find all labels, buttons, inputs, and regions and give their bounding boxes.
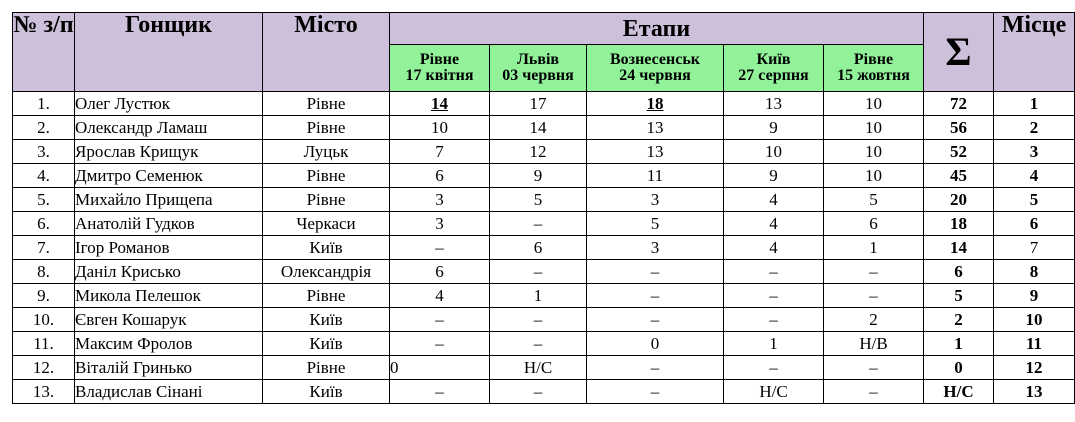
cell-stage-1: 10 <box>390 116 490 140</box>
table-row <box>13 332 1075 356</box>
cell-sum: 1 <box>924 332 994 356</box>
cell-stage-4: – <box>724 284 824 308</box>
cell-number: 4. <box>13 164 75 188</box>
cell-rider: Анатолій Гудков <box>75 212 263 236</box>
cell-sum: 2 <box>924 308 994 332</box>
cell-sum: 20 <box>924 188 994 212</box>
cell-stage-4: 4 <box>724 236 824 260</box>
stage-city: Рівне <box>853 51 894 68</box>
cell-sum: 6 <box>924 260 994 284</box>
cell-stage-5: 10 <box>824 140 924 164</box>
cell-stage-1: 7 <box>390 140 490 164</box>
cell-number: 3. <box>13 140 75 164</box>
cell-stage-4: 4 <box>724 188 824 212</box>
cell-sum: 52 <box>924 140 994 164</box>
cell-rider: Євген Кошарук <box>75 308 263 332</box>
cell-city: Київ <box>263 332 390 356</box>
cell-place: 13 <box>994 380 1075 404</box>
cell-stage-1: 6 <box>390 164 490 188</box>
stage-header-2 <box>490 45 587 92</box>
cell-stage-4: – <box>724 308 824 332</box>
cell-stage-5: 10 <box>824 164 924 188</box>
stage-city: Рівне <box>419 51 460 68</box>
cell-stage-2: 17 <box>490 92 587 116</box>
cell-stage-5: – <box>824 380 924 404</box>
cell-stage-5: 10 <box>824 116 924 140</box>
cell-stage-3: – <box>587 308 724 332</box>
cell-stage-3: – <box>587 356 724 380</box>
cell-stage-3: 3 <box>587 188 724 212</box>
cell-rider: Владислав Сінані <box>75 380 263 404</box>
cell-city: Олександрія <box>263 260 390 284</box>
stage-date: 03 червня <box>502 67 574 84</box>
cell-number: 10. <box>13 308 75 332</box>
cell-sum: 45 <box>924 164 994 188</box>
stage-header-4 <box>724 45 824 92</box>
cell-sum: 14 <box>924 236 994 260</box>
table-row <box>13 236 1075 260</box>
table-row <box>13 164 1075 188</box>
cell-rider: Ігор Романов <box>75 236 263 260</box>
cell-stage-5: – <box>824 284 924 308</box>
results-table <box>12 12 1075 404</box>
cell-stage-2: 6 <box>490 236 587 260</box>
cell-stage-4: – <box>724 260 824 284</box>
cell-sum: 5 <box>924 284 994 308</box>
stage-header-1 <box>390 45 490 92</box>
col-header-rider: Гонщик <box>75 13 263 92</box>
cell-stage-2: 1 <box>490 284 587 308</box>
col-header-city: Місто <box>263 13 390 92</box>
cell-stage-1: – <box>390 308 490 332</box>
cell-place: 7 <box>994 236 1075 260</box>
col-header-number <box>13 13 75 92</box>
cell-place: 3 <box>994 140 1075 164</box>
cell-stage-5: Н/В <box>824 332 924 356</box>
cell-number: 11. <box>13 332 75 356</box>
cell-stage-4: – <box>724 356 824 380</box>
cell-stage-3: 13 <box>587 140 724 164</box>
cell-stage-2: 9 <box>490 164 587 188</box>
cell-city: Луцьк <box>263 140 390 164</box>
stage-date: 24 червня <box>619 67 691 84</box>
stage-date: 15 жовтня <box>837 67 910 84</box>
col-header-stages: Етапи <box>390 13 924 45</box>
cell-stage-3: 13 <box>587 116 724 140</box>
cell-place: 9 <box>994 284 1075 308</box>
cell-rider: Михайло Прищепа <box>75 188 263 212</box>
cell-stage-1: 0 <box>390 356 490 380</box>
cell-city: Київ <box>263 380 390 404</box>
cell-number: 2. <box>13 116 75 140</box>
cell-city: Рівне <box>263 164 390 188</box>
cell-number: 13. <box>13 380 75 404</box>
cell-rider: Ярослав Крищук <box>75 140 263 164</box>
cell-sum: 18 <box>924 212 994 236</box>
table-row <box>13 260 1075 284</box>
cell-sum: 72 <box>924 92 994 116</box>
table-row <box>13 356 1075 380</box>
table-row <box>13 116 1075 140</box>
cell-place: 10 <box>994 308 1075 332</box>
cell-stage-3: 5 <box>587 212 724 236</box>
cell-number: 7. <box>13 236 75 260</box>
cell-city: Рівне <box>263 188 390 212</box>
cell-stage-1: – <box>390 332 490 356</box>
cell-rider: Даніл Крисько <box>75 260 263 284</box>
results-body <box>13 92 1075 404</box>
cell-city: Рівне <box>263 116 390 140</box>
stage-city: Київ <box>756 51 791 68</box>
cell-stage-1: 4 <box>390 284 490 308</box>
cell-stage-4: 9 <box>724 164 824 188</box>
cell-stage-5: 2 <box>824 308 924 332</box>
cell-rider: Микола Пелешок <box>75 284 263 308</box>
stage-city: Вознесенськ <box>609 51 700 68</box>
cell-sum: 56 <box>924 116 994 140</box>
cell-place: 6 <box>994 212 1075 236</box>
table-row <box>13 92 1075 116</box>
cell-rider: Максим Фролов <box>75 332 263 356</box>
cell-place: 11 <box>994 332 1075 356</box>
cell-place: 5 <box>994 188 1075 212</box>
cell-stage-2: – <box>490 332 587 356</box>
cell-stage-1: 3 <box>390 212 490 236</box>
cell-sum: Н/С <box>924 380 994 404</box>
cell-stage-2: 14 <box>490 116 587 140</box>
header-row <box>13 13 1075 45</box>
cell-stage-4: 4 <box>724 212 824 236</box>
table-row <box>13 140 1075 164</box>
col-header-sum: Σ <box>924 13 994 92</box>
cell-rider: Віталій Гринько <box>75 356 263 380</box>
cell-stage-3: – <box>587 260 724 284</box>
cell-number: 5. <box>13 188 75 212</box>
cell-stage-2: 5 <box>490 188 587 212</box>
cell-stage-1: 3 <box>390 188 490 212</box>
cell-stage-5: – <box>824 260 924 284</box>
cell-stage-5: 5 <box>824 188 924 212</box>
cell-stage-2: – <box>490 212 587 236</box>
cell-rider: Олександр Ламаш <box>75 116 263 140</box>
cell-place: 1 <box>994 92 1075 116</box>
cell-city: Рівне <box>263 356 390 380</box>
table-row <box>13 380 1075 404</box>
cell-city: Київ <box>263 308 390 332</box>
cell-place: 8 <box>994 260 1075 284</box>
cell-stage-3: 18 <box>587 92 724 116</box>
cell-stage-2: – <box>490 260 587 284</box>
stage-date: 17 квітня <box>405 67 474 84</box>
cell-place: 12 <box>994 356 1075 380</box>
col-header-number-label: № з/п <box>13 12 74 38</box>
stage-city: Львів <box>516 51 560 68</box>
cell-stage-5: – <box>824 356 924 380</box>
cell-stage-4: 13 <box>724 92 824 116</box>
cell-stage-3: 3 <box>587 236 724 260</box>
cell-stage-5: 1 <box>824 236 924 260</box>
stage-header-3 <box>587 45 724 92</box>
table-row <box>13 284 1075 308</box>
cell-sum: 0 <box>924 356 994 380</box>
cell-stage-3: – <box>587 380 724 404</box>
cell-stage-2: – <box>490 380 587 404</box>
col-header-place: Місце <box>994 13 1075 92</box>
cell-city: Київ <box>263 236 390 260</box>
cell-stage-2: Н/С <box>490 356 587 380</box>
cell-stage-1: 6 <box>390 260 490 284</box>
cell-city: Рівне <box>263 284 390 308</box>
table-row <box>13 212 1075 236</box>
cell-number: 9. <box>13 284 75 308</box>
cell-place: 4 <box>994 164 1075 188</box>
cell-stage-3: – <box>587 284 724 308</box>
cell-number: 6. <box>13 212 75 236</box>
stage-date: 27 серпня <box>738 67 809 84</box>
cell-stage-4: 1 <box>724 332 824 356</box>
cell-city: Черкаси <box>263 212 390 236</box>
cell-place: 2 <box>994 116 1075 140</box>
cell-city: Рівне <box>263 92 390 116</box>
cell-stage-3: 11 <box>587 164 724 188</box>
cell-stage-4: Н/С <box>724 380 824 404</box>
cell-stage-2: – <box>490 308 587 332</box>
cell-stage-1: – <box>390 236 490 260</box>
table-row <box>13 308 1075 332</box>
cell-number: 8. <box>13 260 75 284</box>
cell-stage-5: 10 <box>824 92 924 116</box>
cell-stage-4: 9 <box>724 116 824 140</box>
cell-rider: Олег Лустюк <box>75 92 263 116</box>
cell-stage-1: – <box>390 380 490 404</box>
cell-number: 12. <box>13 356 75 380</box>
cell-rider: Дмитро Семенюк <box>75 164 263 188</box>
table-row <box>13 188 1075 212</box>
stage-header-5 <box>824 45 924 92</box>
cell-stage-2: 12 <box>490 140 587 164</box>
cell-number: 1. <box>13 92 75 116</box>
cell-stage-1: 14 <box>390 92 490 116</box>
cell-stage-3: 0 <box>587 332 724 356</box>
cell-stage-4: 10 <box>724 140 824 164</box>
cell-stage-5: 6 <box>824 212 924 236</box>
